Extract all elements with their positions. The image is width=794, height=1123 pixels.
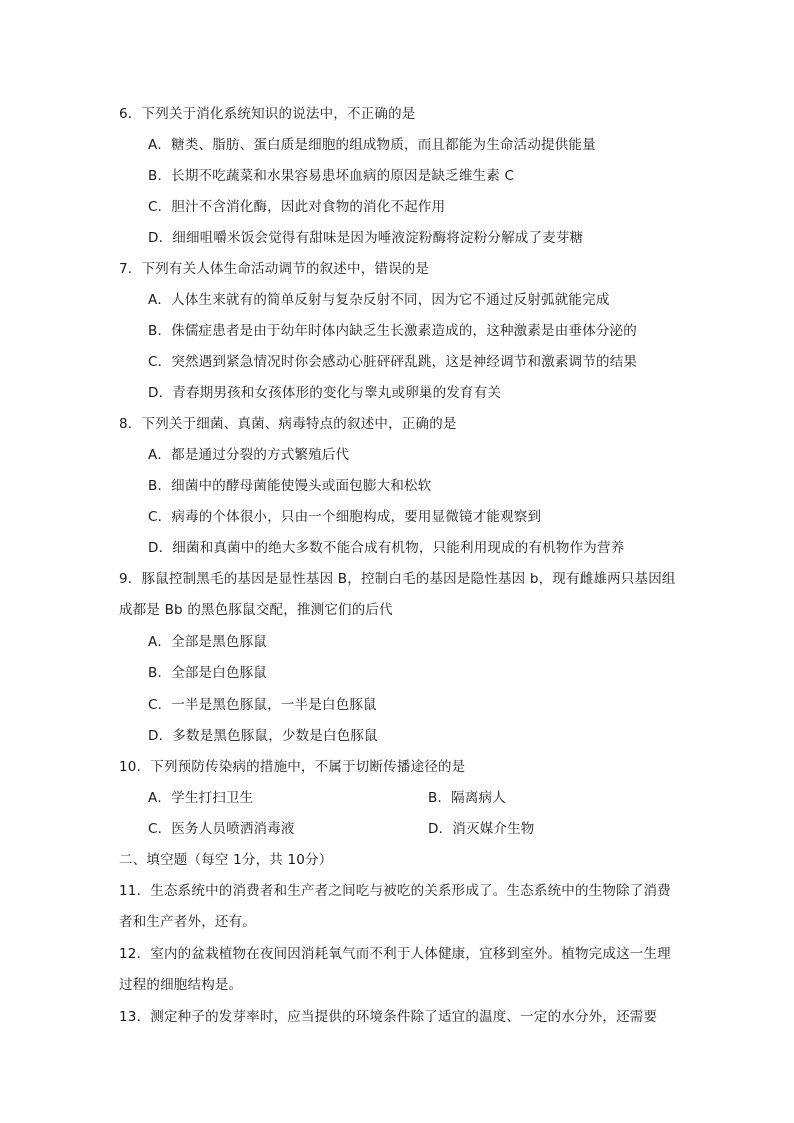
question-7-option-d: D．青春期男孩和女孩体形的变化与睾丸或卵巢的发育有关	[148, 385, 502, 401]
question-9-option-c: C．一半是黑色豚鼠，一半是白色豚鼠	[148, 697, 377, 713]
question-10-option-b: B．隔离病人	[428, 790, 506, 806]
question-7-stem: 7．下列有关人体生命活动调节的叙述中，错误的是	[119, 261, 430, 277]
question-13-line-1: 13．测定种子的发芽率时，应当提供的环境条件除了适宜的温度、一定的水分外，还需要	[119, 1009, 658, 1025]
question-6-option-a: A．糖类、脂肪、蛋白质是细胞的组成物质，而且都能为生命活动提供能量	[148, 137, 596, 153]
question-8-stem: 8．下列关于细菌、真菌、病毒特点的叙述中，正确的是	[119, 416, 457, 432]
question-8-option-d: D．细菌和真菌中的绝大多数不能合成有机物，只能利用现成的有机物作为营养	[148, 540, 625, 556]
question-8-option-b: B．细菌中的酵母菌能使馒头或面包膨大和松软	[148, 478, 432, 494]
question-9-option-b: B．全部是白色豚鼠	[148, 665, 268, 681]
question-6-option-c: C．胆汁不含消化酶，因此对食物的消化不起作用	[148, 199, 446, 215]
question-9-option-d: D．多数是黑色豚鼠，少数是白色豚鼠	[148, 728, 378, 744]
question-9-stem-line-1: 9．豚鼠控制黑毛的基因是显性基因 B，控制白毛的基因是隐性基因 b，现有雌雄两只基因组	[119, 571, 676, 587]
question-10-option-a: A．学生打扫卫生	[148, 790, 254, 806]
question-8-option-c: C．病毒的个体很小，只由一个细胞构成，要用显微镜才能观察到	[148, 509, 542, 525]
question-7-option-b: B．侏儒症患者是由于幼年时体内缺乏生长激素造成的，这种激素是由垂体分泌的	[148, 323, 637, 339]
question-9-stem-line-2: 成都是 Bb 的黑色豚鼠交配，推测它们的后代	[119, 602, 393, 618]
question-11-line-2: 者和生产者外，还有。	[119, 914, 256, 930]
question-7-option-a: A．人体生来就有的简单反射与复杂反射不同，因为它不通过反射弧就能完成	[148, 292, 610, 308]
question-10-option-c: C．医务人员喷洒消毒液	[148, 821, 295, 837]
question-9-option-a: A．全部是黑色豚鼠	[148, 634, 268, 650]
question-6-stem: 6．下列关于消化系统知识的说法中，不正确的是	[119, 106, 416, 122]
question-11-line-1: 11．生态系统中的消费者和生产者之间吃与被吃的关系形成了。生态系统中的生物除了消费	[119, 883, 671, 899]
question-7-option-c: C．突然遇到紧急情况时你会感动心脏砰砰乱跳，这是神经调节和激素调节的结果	[148, 354, 638, 370]
section-title-fill-in: 二、填空题（每空 1分，共 10分）	[119, 852, 333, 868]
question-10-stem: 10．下列预防传染病的措施中，不属于切断传播途径的是	[119, 759, 466, 775]
question-12-line-1: 12．室内的盆栽植物在夜间因消耗氧气而不利于人体健康，宜移到室外。植物完成这一生理	[119, 946, 671, 962]
question-6-option-d: D．细细咀嚼米饭会觉得有甜味是因为唾液淀粉酶将淀粉分解成了麦芽糖	[148, 230, 584, 246]
question-10-option-d: D．消灭媒介生物	[428, 821, 535, 837]
question-12-line-2: 过程的细胞结构是。	[119, 977, 243, 993]
question-6-option-b: B．长期不吃蔬菜和水果容易患坏血病的原因是缺乏维生素 C	[148, 168, 515, 184]
question-8-option-a: A．都是通过分裂的方式繁殖后代	[148, 447, 350, 463]
